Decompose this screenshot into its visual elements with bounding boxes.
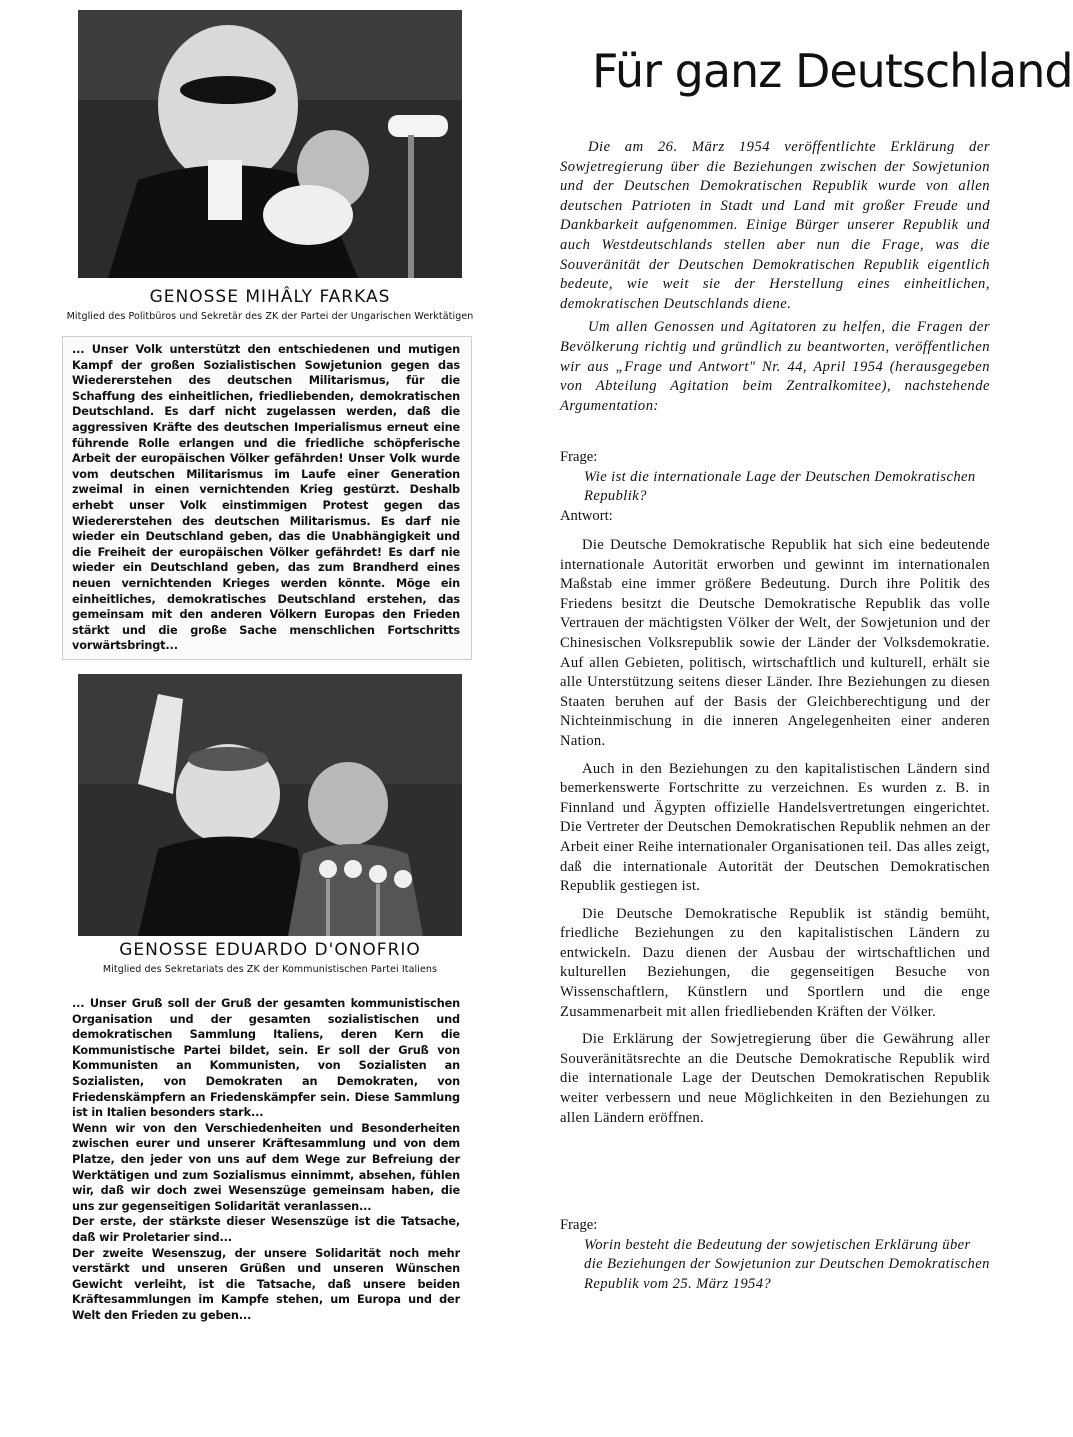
quote-donofrio-paragraph: ... Unser Gruß soll der Gruß der gesamten kommunistischen Organisation und der gesamten sozialistischen und demokratischen Sammlung Italiens, deren Kern die Kommunistische Partei bildet, sein. Er soll der Gruß von Kommunisten an Kommunisten, von Sozialisten an Sozialisten, von Demokraten an Demokraten, von Friedenskämpfern an Friedenskämpfer sein. Diese Sammlung ist in Italien besonders stark... [72,997,460,1120]
quote-donofrio-paragraph: Wenn wir von den Verschiedenheiten und Besonderheiten zwischen eurer und unserer Kräftesammlung und von dem Platze, den jeder von uns auf dem Wege zur Befreiung der Werktätigen und zum Sozialismus einnimmt, absehen, fühlen wir, daß wir doch zwei Wesenszüge gemeinsam haben, die uns zur gegenseitigen Solidarität veranlassen... [72,1121,460,1213]
quote-donofrio [72,996,460,1323]
quote-farkas-text: ... Unser Volk unterstützt den entschiedenen und mutigen Kampf der großen Sozialistischen Sowjetunion gegen das Wiedererstehen des deutschen Militarismus, für die Schaffung des einheitlichen, friedliebenden, demokratischen Deutschland. Es darf nicht zugelassen werden, daß die aggressiven Kräfte des deutschen Imperialismus erneut eine führende Rolle erlangen und die friedliche schöpferische Arbeit der europäischen Völker gefährden! Unser Volk wurde vom deutschen Militarismus im Laufe einer Generation zweimal in einen vernichtenden Krieg gestürzt. Deshalb erhebt unser Volk einstimmigen Protest gegen das Wiedererstehen des deutschen Militarismus. Es darf nie wieder ein Deutschland geben, das die Unabhängigkeit und die Freiheit der europäischen Völker gefährdet! Es darf nie wieder ein Deutschland geben, das zum Brandherd eines neuen vernichtenden Krieges werden könnte. Möge ein einheitliches, demokratisches Deutschland erstehen, das gemeinsam mit den anderen Völkern Europas den Frieden stärkt und die große Sache menschlichen Fortschritts vorwärtsbringt... [72,343,460,653]
intro-section [560,138,990,420]
answer-paragraph: Die Erklärung der Sowjetregierung über die Gewährung aller Souveränitätsrechte an die Deutsche Demokratische Republik wird die internationale Lage der Deutschen Demokratischen Republik weiter verbessern und neue Möglichkeiten in den Beziehungen zu allen Ländern eröffnen. [560,1031,990,1126]
quote-farkas [72,342,460,654]
answer-section [560,536,990,1136]
question-2: Worin besteht die Bedeutung der sowjetischen Erklärung über die Beziehungen der Sowjetunion zur Deutschen Demokratischen Republik vom 25. März 1954? [584,1236,990,1292]
qa-section-2 [560,1216,990,1294]
quote-donofrio-paragraph: Der zweite Wesenszug, der unsere Solidarität noch mehr verstärkt und unseren Grüßen und unseren Wünschen Gewicht verleiht, ist die Tatsache, daß unsere beiden Kräftesammlungen im Kampfe stehen, um Europa und der Welt den Frieden zu geben... [72,1246,460,1322]
caption-farkas-role: Mitglied des Politbüros und Sekretär des ZK der Partei der Ungarischen Werktätigen [66,311,474,322]
intro-paragraph: Die am 26. März 1954 veröffentlichte Erklärung der Sowjetregierung über die Beziehungen zwischen der Sowjetunion und der Deutschen Demokratischen Republik wurde von allen deutschen Patrioten in Stadt und Land mit großer Freude und Dankbarkeit aufgenommen. Einige Bürger unserer Republik und auch Westdeutschlands stellen aber nun die Frage, was die Souveränität der Deutschen Demokratischen Republik eigentlich bedeute, wie weit sie der Herstellung eines einheitlichen, demokratischen Deutschlands diene. [560,139,990,312]
antwort-label: Antwort: [560,507,613,524]
caption-farkas-name: GENOSSE MIHÂLY FARKAS [149,287,391,307]
answer-paragraph: Die Deutsche Demokratische Republik hat sich eine bedeutende internationale Autorität erworben und gewinnt im internationalen Maßstab eine immer größere Bedeutung. Durch ihre Politik des Friedens besitzt die Deutsche Demokratische Republik das volle Vertrauen der mächtigsten Völker der Welt, der Sowjetunion und der Chinesischen Volksrepublik sowie der Länder der Volksdemokratie. Auf allen Gebieten, politisch, wirtschaftlich und kulturell, erhält sie alle Unterstützung seitens dieser Länder. Ihre Beziehungen zu diesen Staaten beruhen auf der Basis der Gleichberechtigung und der Nichteinmischung in die inneren Angelegenheiten einer anderen Nation. [560,537,990,749]
question-1: Wie ist die internationale Lage der Deutschen Demokratischen Republik? [584,468,976,505]
qa-section-1 [560,448,990,526]
answer-paragraph: Die Deutsche Demokratische Republik ist ständig bemüht, friedliche Beziehungen zu den kapitalistischen Ländern zu entwickeln. Dazu dienen der Ausbau der wirtschaftlichen und kulturellen Beziehungen, die gegenseitigen Besuche von Wissenschaftlern, Künstlern und Sportlern und die enge Zusammenarbeit mit allen friedliebenden Kräften der Völker. [560,905,990,1020]
answer-paragraph: Auch in den Beziehungen zu den kapitalistischen Ländern sind bemerkenswerte Fortschritte zu verzeichnen. Es wurden z. B. in Finnland und Ägypten offizielle Handelsvertretungen eingerichtet. Die Vertreter der Deutschen Demokratischen Republik nehmen an der Arbeit einer Reihe internationaler Organisationen teil. Das alles zeigt, daß die internationale Autorität der Deutschen Demokratischen Republik gestiegen ist. [560,760,990,895]
caption-donofrio-role: Mitglied des Sekretariats des ZK der Kommunistischen Partei Italiens [102,964,438,975]
quote-donofrio-paragraph: Der erste, der stärkste dieser Wesenszüge ist die Tatsache, daß wir Proletarier sind... [72,1215,460,1244]
photo-eduardo-donofrio [78,674,462,936]
page-headline: Für ganz Deutschland [592,44,1073,98]
frage-label: Frage: [560,1217,598,1233]
caption-donofrio-name: GENOSSE EDUARDO D'ONOFRIO [119,940,421,960]
frage-label: Frage: [560,449,598,465]
intro-paragraph: Um allen Genossen und Agitatoren zu helfen, die Fragen der Bevölkerung richtig und gründlich zu beantworten, veröffentlichen wir aus „Frage und Antwort" Nr. 44, April 1954 (herausgegeben von Abteilung Agitation beim Zentralkomitee), nachstehende Argumentation: [560,319,990,414]
photo-mihaly-farkas [78,10,462,278]
